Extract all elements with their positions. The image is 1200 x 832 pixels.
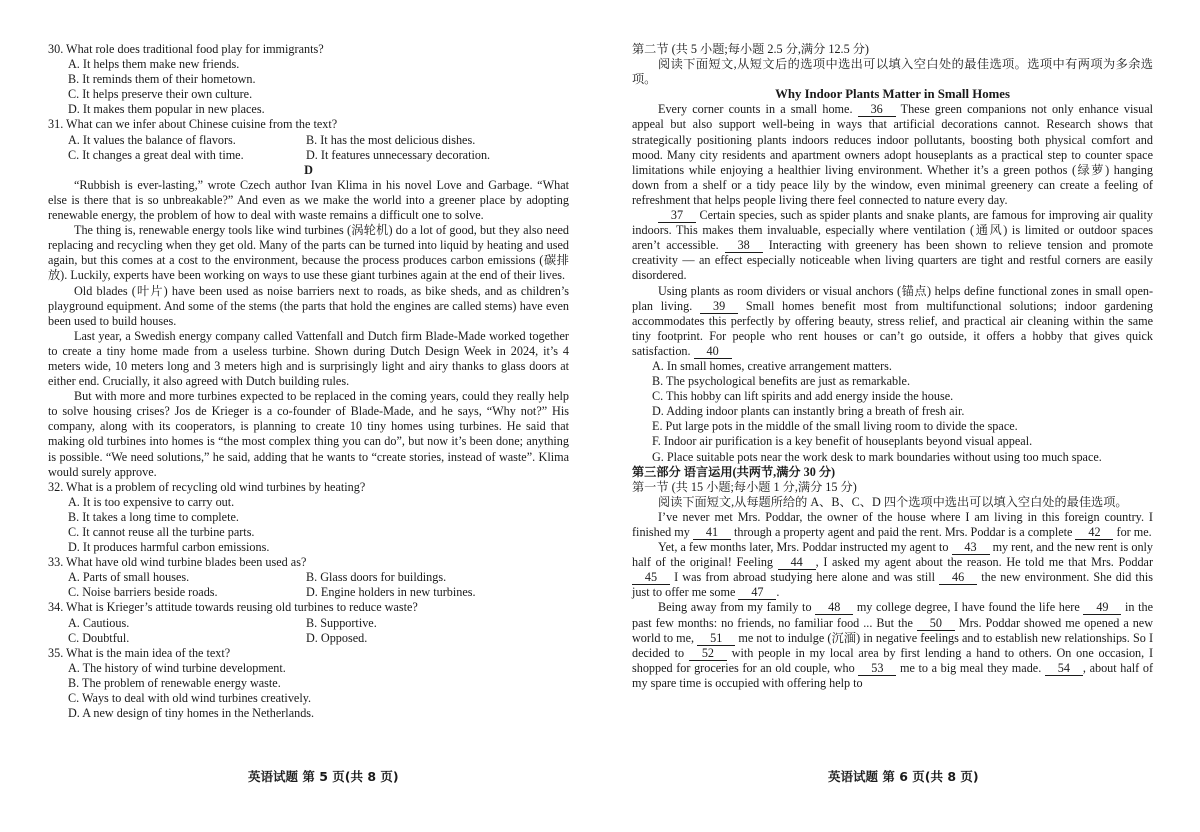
question-32-option-b[interactable]: B. It takes a long time to complete. [68, 509, 239, 524]
passage-paragraph-1 [632, 102, 1153, 208]
question-35-option-c[interactable]: C. Ways to deal with old wind turbines creatively. [68, 691, 312, 706]
question-34-option-d[interactable]: D. Opposed. [306, 630, 368, 645]
blank-42[interactable]: 42 [1075, 526, 1113, 540]
cloze-text: , I asked my agent about the reason. He told me that Mrs. Poddar [815, 555, 1154, 570]
blank-47[interactable]: 47 [738, 586, 776, 600]
question-30-option-c[interactable]: C. It helps preserve their own culture. [68, 87, 253, 102]
left-page-footer: 英语试题 第 5 页(共 8 页) [248, 769, 399, 784]
cloze-text: for me. [1116, 525, 1152, 539]
cloze-text: me to a big meal they made. [900, 660, 1042, 675]
blank-46[interactable]: 46 [939, 571, 977, 585]
passage-d-paragraph-5: But with more and more turbines expected to be replaced in the coming years, could they really help to solve housing crises? Jos de Krieger is a co-founder of Blade-Made, and he says, “Why not?” His company, along with its cooperators, is planning to create 10 tiny homes using turbines. He said that making old turbines into homes is “the most complex thing you can do”, but now it’s been done; anything is possible. “We need solutions,” he said, adding that he wants to “create stories, instead of waste”. Klima would surely approve. [48, 389, 569, 479]
question-34-option-b[interactable]: B. Supportive. [306, 615, 377, 630]
cloze-text: in the past few months: no friends, no familiar food ... But the [632, 600, 1154, 630]
paragraph-1-text-b: These green companions not only enhance visual appeal but also support well-being in ways that artificial decorations cannot. Research shows that strategically positioning plants indoors reduces indoor pollutants, boosting both physical comfort and mood. Many city residents and apartment owners adopt houseplants as a practical step to counter space limitations while enjoying a healthier living environment. Whether it’s a green pothos (绿萝) hanging down from a shelf or a tidy peace lily by the window, even minimal greenery can create a feeling of refreshment that helps people living there feel connected to nature every day. [632, 102, 1153, 207]
choice-option-c[interactable]: C. This hobby can lift spirits and add energy inside the house. [652, 389, 954, 404]
blank-36[interactable]: 36 [858, 103, 896, 117]
question-33-option-d[interactable]: D. Engine holders in new turbines. [306, 585, 476, 600]
question-31-stem: 31. What can we infer about Chinese cuisine from the text? [48, 117, 338, 132]
question-33-options-row-2 [48, 585, 569, 600]
right-page [632, 42, 1153, 691]
blank-43[interactable]: 43 [952, 541, 990, 555]
passage-d-paragraph-2: The thing is, renewable energy tools like wind turbines (涡轮机) do a lot of good, but they also need replacing and recycling when they get old. Many of the parts can be turned into liquid by heating and used again, but this comes at a cost to the environment, because the process produces carbon emissions (碳排放). Luckily, experts have been working on ways to use these giant turbines again at the end of their lives. [48, 223, 569, 283]
question-31-option-b[interactable]: B. It has the most delicious dishes. [306, 132, 476, 147]
paragraph-2-text-b: Interacting with greenery has been shown to relieve tension and promote creativity — an effect especially noticeable when living quarters are tight and restful corners are easily disordered. [632, 238, 1153, 283]
cloze-paragraph-1 [632, 510, 1153, 540]
blank-39[interactable]: 39 [700, 300, 738, 314]
question-30-option-b[interactable]: B. It reminds them of their hometown. [68, 72, 256, 87]
question-31-option-c[interactable]: C. It changes a great deal with time. [68, 147, 244, 162]
section-2-heading: 第二节 (共 5 小题;每小题 2.5 分,满分 12.5 分) [632, 42, 869, 56]
question-31-options-row-2 [48, 148, 569, 163]
choice-option-g[interactable]: G. Place suitable pots near the work desk to mark boundaries without using too much space. [652, 449, 1102, 464]
blank-49[interactable]: 49 [1083, 601, 1121, 615]
section-2-instruction: 阅读下面短文,从短文后的选项中选出可以填入空白处的最佳选项。选项中有两项为多余选项。 [632, 57, 1153, 87]
question-34-options-row-1 [48, 616, 569, 631]
cloze-text: I’ve never met Mrs. Poddar, the owner of the house where I am living in this foreign country. I finished my [632, 509, 1153, 539]
choice-option-e[interactable]: E. Put large pots in the middle of the small living room to divide the space. [652, 419, 1018, 434]
blank-48[interactable]: 48 [815, 601, 853, 615]
cloze-text: Being away from my family to [658, 600, 812, 615]
cloze-text: through a property agent and paid the rent. Mrs. Poddar is a complete [733, 525, 1073, 539]
cloze-text: me not to indulge (沉湎) in negative feelings and to establish new relationships. So I decided to [632, 630, 1154, 660]
question-33-option-a[interactable]: A. Parts of small houses. [68, 570, 190, 585]
question-34-option-a[interactable]: A. Cautious. [68, 615, 130, 630]
question-34-option-c[interactable]: C. Doubtful. [68, 630, 130, 645]
passage-paragraph-2 [632, 208, 1153, 283]
section-1-instruction: 阅读下面短文,从每题所给的 A、B、C、D 四个选项中选出可以填入空白处的最佳选项。 [658, 494, 1128, 509]
question-30-option-a[interactable]: A. It helps them make new friends. [68, 57, 240, 72]
question-32-option-a[interactable]: A. It is too expensive to carry out. [68, 494, 235, 509]
cloze-text: with people in my local area by first lending a hand to others. On one occasion, I shopped for groceries for an old couple, who [632, 645, 1154, 675]
question-33-options-row-1 [48, 570, 569, 585]
paragraph-1-text-a: Every corner counts in a small home. [658, 102, 853, 117]
part-3-heading: 第三部分 语言运用(共两节,满分 30 分) [632, 464, 836, 479]
question-30-option-d[interactable]: D. It makes them popular in new places. [68, 102, 265, 117]
cloze-text: Yet, a few months later, Mrs. Poddar instructed my agent to [658, 540, 949, 555]
cloze-text: Mrs. Poddar showed me opened a new world to me, [632, 615, 1154, 645]
section-1-heading: 第一节 (共 15 小题;每小题 1 分,满分 15 分) [632, 479, 857, 494]
choice-option-f[interactable]: F. Indoor air purification is a key benefit of houseplants beyond visual appeal. [652, 434, 1033, 449]
cloze-text: the new environment. She did this just to offer me some [632, 570, 1154, 600]
question-31-option-d[interactable]: D. It features unnecessary decoration. [306, 147, 491, 162]
left-page [48, 42, 569, 721]
question-34-stem: 34. What is Krieger’s attitude towards reusing old turbines to reduce waste? [48, 600, 418, 615]
question-35-option-a[interactable]: A. The history of wind turbine development. [68, 660, 286, 675]
blank-41[interactable]: 41 [693, 526, 731, 540]
question-30-stem: 30. What role does traditional food play for immigrants? [48, 42, 324, 56]
paragraph-3-text-a: Using plants as room dividers or visual anchors (锚点) helps define functional zones in small open-plan living. [632, 283, 1153, 313]
question-33-option-c[interactable]: C. Noise barriers beside roads. [68, 585, 218, 600]
question-33-stem: 33. What have old wind turbine blades been used as? [48, 555, 307, 570]
choice-option-a[interactable]: A. In small homes, creative arrangement matters. [652, 358, 892, 373]
question-32-stem: 32. What is a problem of recycling old wind turbines by heating? [48, 479, 366, 494]
blank-44[interactable]: 44 [778, 556, 816, 570]
question-33-option-b[interactable]: B. Glass doors for buildings. [306, 570, 447, 585]
cloze-paragraph-2 [632, 540, 1153, 600]
blank-37[interactable]: 37 [658, 209, 696, 223]
cloze-text: my college degree, I have found the life here [856, 600, 1080, 615]
cloze-text: my rent, and the new rent is only half of the original! Feeling [632, 540, 1154, 570]
cloze-paragraph-3 [632, 600, 1153, 691]
paragraph-2-text-a: Certain species, such as spider plants and snake plants, are famous for improving air quality indoors. This makes them invaluable, especially where ventilation (通风) is limited or outdoor spaces aren’t accessible. [632, 208, 1153, 253]
question-32-option-c[interactable]: C. It cannot reuse all the turbine parts. [68, 525, 255, 539]
right-page-footer: 英语试题 第 6 页(共 8 页) [828, 769, 979, 784]
question-32-option-d[interactable]: D. It produces harmful carbon emissions. [68, 540, 270, 555]
paragraph-3-text-b: Small homes benefit most from multifunctional solutions; indoor gardening accommodates this perfectly by offering beauty, stress relief, and practical air cleaning within the same tiny footprint. For people who rent houses or can’t go outside, it offers a hobby that gives quick satisfaction. [632, 298, 1153, 358]
section-d-heading: D [304, 162, 313, 177]
passage-d-paragraph-4: Last year, a Swedish energy company called Vattenfall and Dutch firm Blade-Made worked together to create a tiny home made from a useless turbine. Shown during Dutch Design Week in 2024, it’s 4 meters wide, 10 meters long and 3 meters high and is surprisingly light and airy thanks to glass doors at either end. Crucially, it also agreed with Dutch building rules. [48, 328, 569, 389]
passage-d-paragraph-3: Old blades (叶片) have been used as noise barriers next to roads, as bike sheds, and as children’s playground equipment. And some of the stems (the parts that hold the engines are called stems) have even been used to build houses. [48, 283, 569, 328]
question-34-options-row-2 [48, 631, 569, 646]
question-31-options-row-1 [48, 133, 569, 148]
blank-38[interactable]: 38 [725, 239, 763, 253]
blank-50[interactable]: 50 [917, 617, 955, 631]
choice-option-d[interactable]: D. Adding indoor plants can instantly bring a breath of fresh air. [652, 404, 965, 419]
cloze-text: I was from abroad studying here alone and was still [674, 570, 936, 585]
question-35-stem: 35. What is the main idea of the text? [48, 645, 231, 660]
blank-45[interactable]: 45 [632, 571, 670, 585]
blank-51[interactable]: 51 [697, 632, 735, 646]
passage-title: Why Indoor Plants Matter in Small Homes [775, 87, 1010, 102]
passage-d-paragraph-1: “Rubbish is ever-lasting,” wrote Czech author Ivan Klima in his novel Love and Garbage. “What else is there that is so unbreakable?” And even as we make the world into a greener place by adopting renewable energy, the problem of how to deal with waste remains a difficult one to solve. [48, 177, 569, 223]
blank-40[interactable]: 40 [694, 345, 732, 359]
question-31-option-a[interactable]: A. It values the balance of flavors. [68, 132, 236, 147]
question-35-option-b[interactable]: B. The problem of renewable energy waste. [68, 675, 281, 690]
question-35-option-d[interactable]: D. A new design of tiny homes in the Netherlands. [68, 706, 315, 721]
blank-53[interactable]: 53 [858, 662, 896, 676]
passage-paragraph-3 [632, 284, 1153, 359]
cloze-text: , about half of my spare time is occupied with offering help to [632, 660, 1154, 690]
choice-option-b[interactable]: B. The psychological benefits are just as remarkable. [652, 374, 910, 389]
blank-54[interactable]: 54 [1045, 662, 1083, 676]
cloze-text: . [776, 585, 780, 600]
blank-52[interactable]: 52 [689, 647, 727, 661]
